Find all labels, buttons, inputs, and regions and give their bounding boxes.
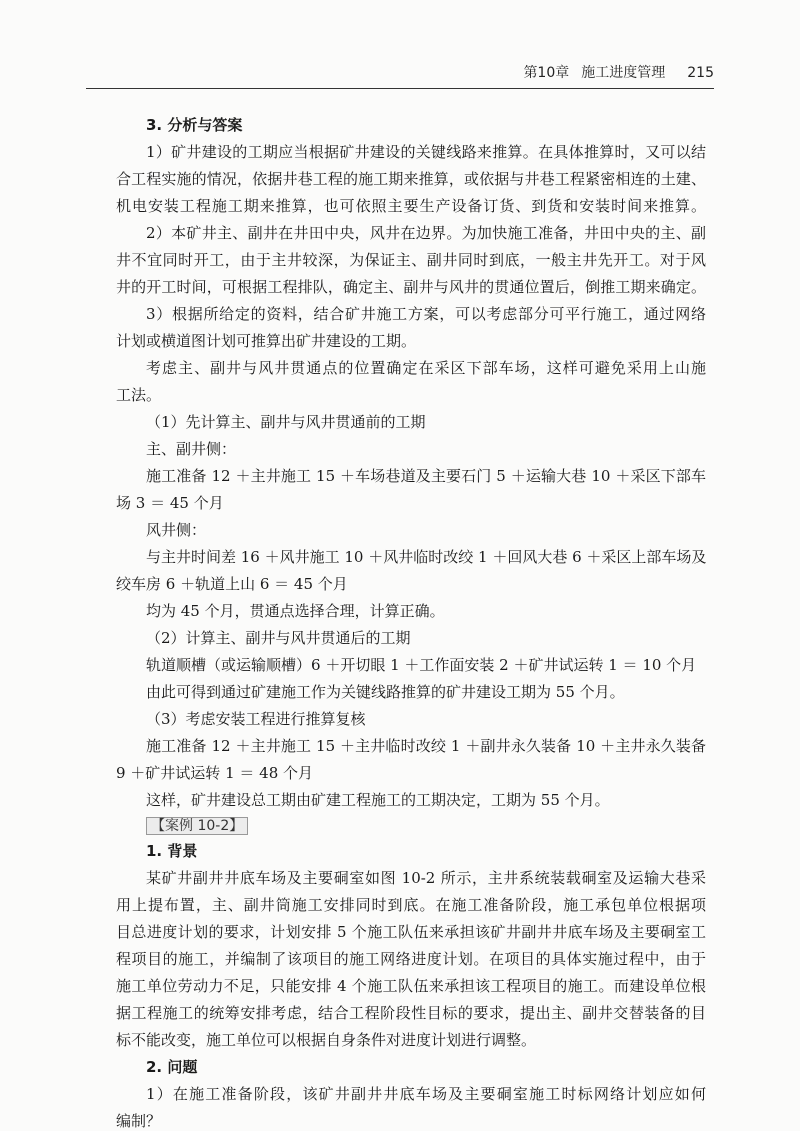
paragraph-line: 合工程实施的情况，依据井巷工程的施工期来推算，或依据与井巷工程紧密相连的土建、 — [116, 170, 706, 188]
question-line: 1）在施工准备阶段，该矿井副井井底车场及主要硐室施工时标网络计划应如何 — [146, 1085, 706, 1103]
subsection-title: （2）计算主、副井与风井贯通后的工期 — [146, 629, 411, 647]
subsection-label: 主、副井侧： — [146, 440, 237, 458]
paragraph-line: 机电安装工程施工期来推算，也可依照主要生产设备订货、到货和安装时间来推算。 — [116, 197, 706, 215]
paragraph-line: 施工单位劳动力不足，只能安排 4 个施工队伍来承担该工程项目的施工。而建设单位根 — [116, 977, 706, 995]
paragraph-line: 据工程施工的统筹安排考虑，结合工程阶段性目标的要求，提出主、副井交替装备的目 — [116, 1004, 706, 1022]
paragraph-line: 井不宜同时开工，由于主井较深，为保证主、副井同时到底，一般主井先开工。对于风 — [116, 251, 706, 269]
formula-line: 施工准备 12 ＋主井施工 15 ＋车场巷道及主要石门 5 ＋运输大巷 10 ＋采区下部车 — [146, 467, 706, 485]
formula-line: 9 ＋矿井试运转 1 ＝ 48 个月 — [116, 764, 314, 782]
section-heading-background: 1. 背景 — [146, 842, 198, 860]
running-header — [86, 58, 714, 89]
formula-line: 施工准备 12 ＋主井施工 15 ＋主井临时改绞 1 ＋副井永久装备 10 ＋主井永久装备 — [146, 737, 706, 755]
paragraph-line: 考虑主、副井与风井贯通点的位置确定在采区下部车场，这样可避免采用上山施 — [146, 359, 706, 377]
paragraph-line: 目总进度计划的要求，计划安排 5 个施工队伍来承担该矿井副井井底车场及主要硐室工 — [116, 923, 706, 941]
formula-line: 轨道顺槽（或运输顺槽）6 ＋开切眼 1 ＋工作面安装 2 ＋矿井试运转 1 ＝ 10 个月 — [146, 656, 697, 674]
paragraph-line: 井的开工时间，可根据工程排队，确定主、副井与风井的贯通位置后，倒推工期来确定。 — [116, 278, 706, 296]
paragraph-line: 程项目的施工，并编制了该项目的施工网络进度计划。在项目的具体实施过程中，由于 — [116, 950, 706, 968]
header-text — [511, 62, 714, 82]
paragraph-line: 1）矿井建设的工期应当根据矿井建设的关键线路来推算。在具体推算时，又可以结 — [146, 143, 706, 161]
paragraph-line: 用上提布置，主、副井筒施工安排同时到底。在施工准备阶段，施工承包单位根据项 — [116, 896, 706, 914]
subsection-label: 风井侧： — [146, 521, 207, 539]
conclusion-line: 由此可得到通过矿建施工作为关键线路推算的矿井建设工期为 55 个月。 — [146, 683, 625, 701]
formula-line: 场 3 ＝ 45 个月 — [116, 494, 224, 512]
paragraph-line: 某矿井副井井底车场及主要硐室如图 10-2 所示，主井系统装载硐室及运输大巷采 — [146, 869, 706, 887]
paragraph-line: 标不能改变，施工单位可以根据自身条件对进度计划进行调整。 — [116, 1031, 537, 1049]
formula-line: 与主井时间差 16 ＋风井施工 10 ＋风井临时改绞 1 ＋回风大巷 6 ＋采区上部车场及 — [146, 548, 706, 566]
conclusion-line: 均为 45 个月，贯通点选择合理，计算正确。 — [146, 602, 445, 620]
section-heading-analysis: 3. 分析与答案 — [146, 116, 243, 134]
case-label-box: 【案例 10-2】 — [146, 817, 248, 835]
question-line: 编制？ — [116, 1112, 162, 1130]
paragraph-line: 2）本矿井主、副井在井田中央，风井在边界。为加快施工准备，井田中央的主、副 — [146, 224, 706, 242]
paragraph-line: 工法。 — [116, 386, 162, 404]
page-body — [116, 112, 706, 1135]
header-page-number: 215 — [687, 65, 714, 81]
paragraph-line: 计划或横道图计划可推算出矿井建设的工期。 — [116, 332, 417, 350]
subsection-title: （1）先计算主、副井与风井贯通前的工期 — [146, 413, 426, 431]
conclusion-line: 这样，矿井建设总工期由矿建工程施工的工期决定，工期为 55 个月。 — [146, 791, 610, 809]
header-title: 施工进度管理 — [581, 65, 666, 81]
paragraph-line: 3）根据所给定的资料，结合矿井施工方案，可以考虑部分可平行施工，通过网络 — [146, 305, 706, 323]
case-label — [116, 814, 706, 838]
header-chapter: 第10章 — [523, 65, 570, 81]
formula-line: 绞车房 6 ＋轨道上山 6 ＝ 45 个月 — [116, 575, 348, 593]
subsection-title: （3）考虑安装工程进行推算复核 — [146, 710, 366, 728]
section-heading-question: 2. 问题 — [146, 1058, 198, 1076]
